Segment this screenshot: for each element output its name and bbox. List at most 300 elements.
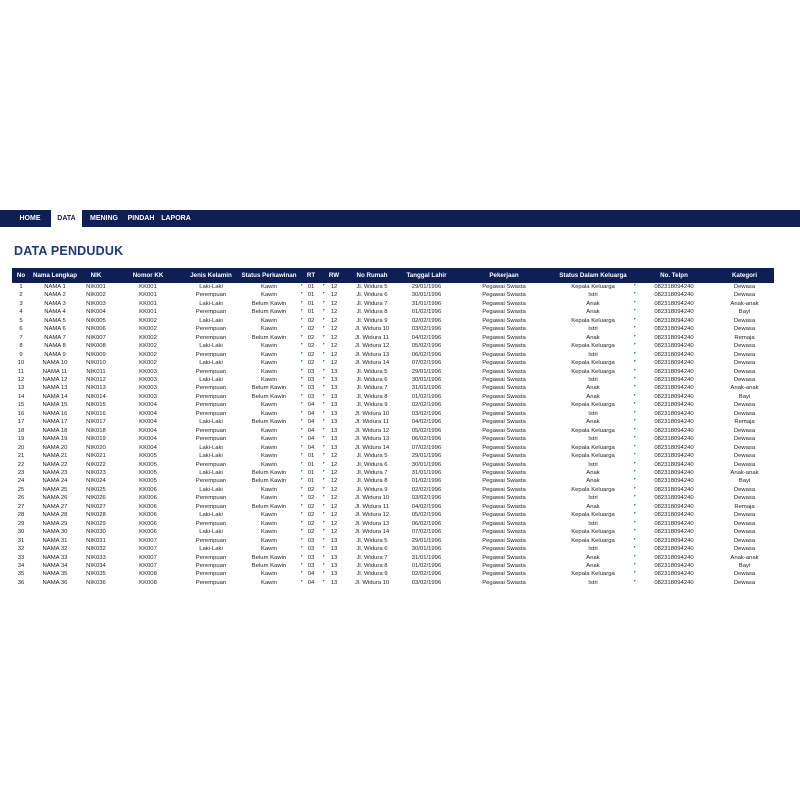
- cell-no-rumah: Jl. Widura 13: [354, 351, 390, 358]
- cell-no: 29: [17, 520, 25, 527]
- cell-tanggal-lahir: 30/01/1996: [411, 546, 442, 553]
- cell-status-perkawinan: Kawin: [260, 402, 278, 409]
- cell-kategori: Dewasa: [733, 486, 756, 493]
- cell-rw: 13: [322, 579, 346, 587]
- cell-nama-lengkap: NAMA 21: [42, 453, 68, 460]
- cell-no-telpn: 082318094240: [633, 342, 715, 350]
- cell-nama-lengkap: NAMA 33: [42, 554, 68, 561]
- cell-rw: 13: [322, 418, 346, 426]
- cell-nomor-kk: KK002: [139, 343, 157, 350]
- table-row: [12, 418, 774, 426]
- top-navbar: [0, 210, 800, 227]
- cell-pekerjaan: Pegawai Swasta: [482, 579, 526, 586]
- cell-rt: 03: [300, 376, 322, 384]
- table-row: [12, 368, 774, 376]
- cell-pekerjaan: Pegawai Swasta: [482, 546, 526, 553]
- cell-rt: 02: [300, 334, 322, 342]
- cell-pekerjaan: Pegawai Swasta: [482, 512, 526, 519]
- cell-no: 20: [17, 444, 25, 451]
- table-row: [12, 461, 774, 469]
- cell-rt: 02: [300, 486, 322, 494]
- cell-no-rumah: Jl. Widura 5: [356, 284, 388, 290]
- cell-kategori: Dewasa: [733, 368, 756, 375]
- header-pekerjaan: Pekerjaan: [455, 268, 553, 283]
- cell-status-dalam-keluarga: Kepala Keluarga: [571, 486, 615, 493]
- header-row: [12, 268, 774, 283]
- table-row: [12, 401, 774, 409]
- cell-status-dalam-keluarga: Anak: [586, 393, 600, 400]
- cell-nama-lengkap: NAMA 5: [44, 317, 66, 324]
- cell-status-perkawinan: Belum Kawin: [251, 385, 287, 392]
- cell-nomor-kk: KK007: [139, 562, 157, 569]
- cell-status-perkawinan: Kawin: [260, 351, 278, 358]
- cell-status-perkawinan: Kawin: [260, 571, 278, 578]
- cell-nama-lengkap: NAMA 15: [42, 402, 68, 409]
- cell-rt: 01: [300, 308, 322, 316]
- cell-nomor-kk: KK007: [139, 554, 157, 561]
- cell-status-perkawinan: Kawin: [260, 546, 278, 553]
- table-row: [12, 469, 774, 477]
- cell-nomor-kk: KK004: [139, 419, 157, 426]
- cell-rw: 12: [322, 511, 346, 519]
- cell-nama-lengkap: NAMA 8: [44, 343, 66, 350]
- cell-jenis-kelamin: Laki-Laki: [199, 486, 223, 493]
- cell-nik: NIK003: [86, 300, 106, 307]
- cell-rw: 13: [322, 368, 346, 376]
- cell-jenis-kelamin: Laki-Laki: [199, 300, 223, 307]
- cell-jenis-kelamin: Perempuan: [195, 326, 227, 333]
- cell-tanggal-lahir: 02/02/1996: [411, 317, 442, 324]
- cell-rt: 04: [300, 418, 322, 426]
- cell-jenis-kelamin: Laki-Laki: [199, 529, 223, 536]
- cell-nomor-kk: KK003: [139, 368, 157, 375]
- cell-jenis-kelamin: Perempuan: [195, 334, 227, 341]
- cell-tanggal-lahir: 06/02/1996: [411, 351, 442, 358]
- cell-jenis-kelamin: Perempuan: [195, 579, 227, 586]
- cell-nik: NIK020: [86, 444, 106, 451]
- cell-rw: 12: [322, 351, 346, 359]
- cell-no-telpn: 082318094240: [633, 291, 715, 299]
- table-row: [12, 477, 774, 485]
- cell-rw: 12: [322, 452, 346, 460]
- cell-no-rumah: Jl. Widura 11: [355, 334, 389, 341]
- cell-jenis-kelamin: Perempuan: [195, 503, 227, 510]
- cell-status-dalam-keluarga: Anak: [586, 554, 600, 561]
- cell-no-telpn: 082318094240: [633, 435, 715, 443]
- header-nomor-kk: Nomor KK: [112, 268, 184, 283]
- cell-rw: 12: [322, 359, 346, 367]
- cell-nomor-kk: KK006: [139, 495, 157, 502]
- cell-rt: 02: [300, 503, 322, 511]
- cell-status-dalam-keluarga: Istri: [588, 546, 598, 553]
- table-row: [12, 562, 774, 570]
- cell-jenis-kelamin: Perempuan: [195, 427, 227, 434]
- header-tanggal-lahir: Tanggal Lahir: [398, 268, 455, 283]
- cell-no-telpn: 082318094240: [633, 537, 715, 545]
- table-row: [12, 528, 774, 536]
- cell-rw: 12: [322, 469, 346, 477]
- cell-nama-lengkap: NAMA 7: [44, 334, 66, 341]
- cell-status-dalam-keluarga: Kepala Keluarga: [571, 512, 615, 519]
- cell-tanggal-lahir: 07/02/1996: [411, 529, 442, 536]
- cell-no-telpn: 082318094240: [633, 325, 715, 333]
- cell-no-telpn: 082318094240: [633, 520, 715, 528]
- cell-status-dalam-keluarga: Istri: [588, 376, 598, 383]
- cell-nik: NIK018: [86, 427, 106, 434]
- cell-rt: 01: [300, 452, 322, 460]
- table-row: [12, 325, 774, 333]
- cell-nomor-kk: KK001: [139, 284, 157, 290]
- cell-no-rumah: Jl. Widura 12: [354, 512, 390, 519]
- header-jenis-kelamin: Jenis Kelamin: [184, 268, 238, 283]
- cell-status-dalam-keluarga: Kepala Keluarga: [571, 284, 615, 290]
- cell-nik: NIK010: [86, 360, 106, 367]
- cell-status-perkawinan: Kawin: [260, 537, 278, 544]
- cell-status-dalam-keluarga: Kepala Keluarga: [571, 444, 615, 451]
- cell-rt: 01: [300, 477, 322, 485]
- table-header: [12, 268, 774, 283]
- table-row: [12, 486, 774, 494]
- cell-pekerjaan: Pegawai Swasta: [482, 393, 526, 400]
- cell-jenis-kelamin: Laki-Laki: [199, 376, 223, 383]
- cell-nik: NIK025: [86, 486, 106, 493]
- cell-no-telpn: 082318094240: [633, 554, 715, 562]
- cell-pekerjaan: Pegawai Swasta: [482, 461, 526, 468]
- cell-no: 14: [17, 393, 25, 400]
- nav-item-mening[interactable]: MENING: [90, 215, 118, 222]
- cell-rt: 01: [300, 283, 322, 291]
- cell-nomor-kk: KK002: [139, 317, 157, 324]
- cell-jenis-kelamin: Perempuan: [195, 537, 227, 544]
- table-row: [12, 435, 774, 443]
- cell-status-dalam-keluarga: Anak: [586, 503, 600, 510]
- cell-nik: NIK021: [86, 453, 106, 460]
- cell-no: 22: [17, 461, 25, 468]
- cell-tanggal-lahir: 06/02/1996: [411, 436, 442, 443]
- cell-rw: 12: [322, 486, 346, 494]
- cell-status-perkawinan: Belum Kawin: [251, 469, 287, 476]
- cell-no: 26: [17, 495, 25, 502]
- cell-kategori: Bayi: [738, 478, 751, 485]
- cell-nik: NIK017: [86, 419, 106, 426]
- header-status-perkawinan: Status Perkawinan: [238, 268, 300, 283]
- cell-kategori: Dewasa: [733, 284, 756, 290]
- cell-no-telpn: 082318094240: [633, 452, 715, 460]
- cell-status-perkawinan: Belum Kawin: [251, 503, 287, 510]
- cell-status-dalam-keluarga: Istri: [588, 351, 598, 358]
- cell-nama-lengkap: NAMA 11: [42, 368, 68, 375]
- cell-tanggal-lahir: 03/02/1996: [411, 579, 442, 586]
- cell-status-dalam-keluarga: Kepala Keluarga: [571, 343, 615, 350]
- cell-nama-lengkap: NAMA 14: [42, 393, 68, 400]
- cell-nik: NIK007: [86, 334, 106, 341]
- cell-no: 19: [17, 436, 25, 443]
- cell-pekerjaan: Pegawai Swasta: [482, 427, 526, 434]
- cell-rw: 12: [322, 342, 346, 350]
- cell-status-dalam-keluarga: Anak: [586, 300, 600, 307]
- cell-no-telpn: 082318094240: [633, 444, 715, 452]
- cell-nama-lengkap: NAMA 24: [42, 478, 68, 485]
- cell-pekerjaan: Pegawai Swasta: [482, 317, 526, 324]
- cell-no: 34: [17, 562, 25, 569]
- cell-jenis-kelamin: Perempuan: [195, 402, 227, 409]
- cell-tanggal-lahir: 03/02/1996: [411, 495, 442, 502]
- cell-kategori: Dewasa: [733, 579, 756, 586]
- cell-kategori: Dewasa: [733, 495, 756, 502]
- cell-no: 32: [17, 546, 25, 553]
- cell-no-telpn: 082318094240: [633, 384, 715, 392]
- cell-status-perkawinan: Belum Kawin: [251, 300, 287, 307]
- cell-nomor-kk: KK006: [139, 486, 157, 493]
- cell-nama-lengkap: NAMA 9: [44, 351, 66, 358]
- cell-rw: 13: [322, 384, 346, 392]
- table-row: [12, 334, 774, 342]
- cell-no-rumah: Jl. Widura 6: [356, 376, 388, 383]
- cell-no: 11: [17, 368, 25, 375]
- table-row: [12, 384, 774, 392]
- cell-rw: 12: [322, 503, 346, 511]
- cell-nomor-kk: KK008: [139, 579, 157, 586]
- cell-no-rumah: Jl. Widura 10: [354, 410, 390, 417]
- cell-status-perkawinan: Kawin: [260, 436, 278, 443]
- cell-rw: 13: [322, 435, 346, 443]
- cell-rw: 12: [322, 477, 346, 485]
- cell-tanggal-lahir: 01/02/1996: [411, 393, 442, 400]
- cell-no-rumah: Jl. Widura 10: [354, 495, 390, 502]
- cell-kategori: Dewasa: [733, 529, 756, 536]
- cell-rw: 12: [322, 308, 346, 316]
- cell-rw: 13: [322, 393, 346, 401]
- cell-status-dalam-keluarga: Kepala Keluarga: [571, 368, 615, 375]
- cell-rt: 03: [300, 562, 322, 570]
- table-row: [12, 342, 774, 350]
- cell-nomor-kk: KK001: [139, 292, 157, 299]
- cell-status-dalam-keluarga: Anak: [586, 385, 600, 392]
- cell-tanggal-lahir: 29/01/1996: [411, 284, 442, 290]
- cell-no-rumah: Jl. Widura 6: [356, 292, 388, 299]
- cell-no: 30: [17, 529, 25, 536]
- cell-status-perkawinan: Belum Kawin: [251, 419, 287, 426]
- cell-kategori: Remaja: [734, 419, 755, 426]
- cell-rt: 04: [300, 579, 322, 587]
- cell-no-rumah: Jl. Widura 13: [354, 436, 390, 443]
- cell-pekerjaan: Pegawai Swasta: [482, 292, 526, 299]
- table-row: [12, 308, 774, 316]
- cell-rt: 01: [300, 461, 322, 469]
- cell-jenis-kelamin: Perempuan: [195, 571, 227, 578]
- cell-no: 8: [19, 343, 23, 350]
- cell-nomor-kk: KK004: [139, 410, 157, 417]
- cell-status-perkawinan: Belum Kawin: [251, 334, 287, 341]
- table-row: [12, 570, 774, 578]
- cell-status-perkawinan: Belum Kawin: [251, 478, 287, 485]
- table-row: [12, 427, 774, 435]
- header-rt: RT: [300, 268, 322, 283]
- table-row: [12, 376, 774, 384]
- cell-kategori: Dewasa: [733, 292, 756, 299]
- cell-status-perkawinan: Belum Kawin: [251, 562, 287, 569]
- cell-status-perkawinan: Kawin: [260, 343, 278, 350]
- cell-tanggal-lahir: 30/01/1996: [411, 461, 442, 468]
- cell-kategori: Dewasa: [733, 343, 756, 350]
- cell-rt: 01: [300, 291, 322, 299]
- cell-kategori: Dewasa: [733, 571, 756, 578]
- cell-nik: NIK011: [86, 368, 106, 375]
- cell-tanggal-lahir: 02/02/1996: [411, 402, 442, 409]
- cell-nomor-kk: KK006: [139, 529, 157, 536]
- cell-nama-lengkap: NAMA 16: [42, 410, 68, 417]
- cell-no-telpn: 082318094240: [633, 486, 715, 494]
- cell-nik: NIK015: [86, 402, 106, 409]
- cell-kategori: Anak-anak: [730, 554, 759, 561]
- cell-rt: 03: [300, 545, 322, 553]
- cell-status-perkawinan: Kawin: [260, 410, 278, 417]
- table-row: [12, 452, 774, 460]
- cell-nama-lengkap: NAMA 2: [44, 292, 66, 299]
- cell-rt: 02: [300, 528, 322, 536]
- cell-tanggal-lahir: 01/02/1996: [411, 309, 442, 316]
- cell-no-rumah: Jl. Widura 12: [354, 427, 390, 434]
- cell-status-perkawinan: Kawin: [260, 486, 278, 493]
- cell-nama-lengkap: NAMA 10: [42, 360, 68, 367]
- cell-nama-lengkap: NAMA 28: [42, 512, 68, 519]
- nav-item-pindah[interactable]: PINDAH: [127, 215, 155, 222]
- cell-nik: NIK016: [86, 410, 106, 417]
- cell-no: 9: [19, 351, 23, 358]
- cell-nama-lengkap: NAMA 4: [44, 309, 66, 316]
- cell-pekerjaan: Pegawai Swasta: [482, 360, 526, 367]
- cell-jenis-kelamin: Laki-Laki: [199, 360, 223, 367]
- cell-status-dalam-keluarga: Anak: [586, 309, 600, 316]
- cell-status-dalam-keluarga: Anak: [586, 334, 600, 341]
- cell-nomor-kk: KK002: [139, 326, 157, 333]
- cell-pekerjaan: Pegawai Swasta: [482, 402, 526, 409]
- cell-no-telpn: 082318094240: [633, 351, 715, 359]
- cell-kategori: Dewasa: [733, 546, 756, 553]
- cell-nama-lengkap: NAMA 26: [42, 495, 68, 502]
- cell-status-perkawinan: Kawin: [260, 495, 278, 502]
- cell-rt: 04: [300, 401, 322, 409]
- cell-no-telpn: 082318094240: [633, 359, 715, 367]
- nav-item-data[interactable]: DATA: [51, 210, 82, 227]
- cell-nomor-kk: KK004: [139, 444, 157, 451]
- cell-nik: NIK035: [86, 571, 106, 578]
- cell-no-telpn: 082318094240: [633, 570, 715, 578]
- cell-tanggal-lahir: 05/02/1996: [411, 512, 442, 519]
- table-row: [12, 511, 774, 519]
- cell-pekerjaan: Pegawai Swasta: [482, 520, 526, 527]
- cell-jenis-kelamin: Perempuan: [195, 436, 227, 443]
- cell-status-dalam-keluarga: Istri: [588, 461, 598, 468]
- cell-nik: NIK012: [86, 376, 106, 383]
- cell-status-dalam-keluarga: Istri: [588, 410, 598, 417]
- cell-no: 16: [17, 410, 25, 417]
- cell-no: 7: [19, 334, 23, 341]
- cell-jenis-kelamin: Laki-Laki: [199, 419, 223, 426]
- cell-nama-lengkap: NAMA 36: [42, 579, 68, 586]
- cell-pekerjaan: Pegawai Swasta: [482, 334, 526, 341]
- cell-nik: NIK006: [86, 326, 106, 333]
- cell-tanggal-lahir: 29/01/1996: [411, 537, 442, 544]
- cell-pekerjaan: Pegawai Swasta: [482, 326, 526, 333]
- cell-jenis-kelamin: Perempuan: [195, 393, 227, 400]
- cell-no-telpn: 082318094240: [633, 528, 715, 536]
- cell-nik: NIK027: [86, 503, 106, 510]
- cell-pekerjaan: Pegawai Swasta: [482, 495, 526, 502]
- cell-tanggal-lahir: 01/02/1996: [411, 562, 442, 569]
- cell-nama-lengkap: NAMA 20: [42, 444, 68, 451]
- cell-rt: 03: [300, 537, 322, 545]
- cell-rw: 13: [322, 562, 346, 570]
- cell-no: 35: [17, 571, 25, 578]
- cell-nik: NIK022: [86, 461, 106, 468]
- cell-no: 6: [19, 326, 23, 333]
- cell-kategori: Remaja: [734, 503, 755, 510]
- cell-tanggal-lahir: 02/02/1996: [411, 571, 442, 578]
- cell-rw: 13: [322, 554, 346, 562]
- cell-nama-lengkap: NAMA 35: [42, 571, 68, 578]
- cell-tanggal-lahir: 05/02/1996: [411, 343, 442, 350]
- cell-no-rumah: Jl. Widura 8: [356, 478, 388, 485]
- cell-nama-lengkap: NAMA 25: [42, 486, 68, 493]
- cell-rt: 03: [300, 554, 322, 562]
- cell-no-rumah: Jl. Widura 8: [356, 393, 388, 400]
- cell-nik: NIK028: [86, 512, 106, 519]
- cell-jenis-kelamin: Perempuan: [195, 495, 227, 502]
- cell-no-telpn: 082318094240: [633, 562, 715, 570]
- cell-pekerjaan: Pegawai Swasta: [482, 469, 526, 476]
- nav-item-lapora[interactable]: LAPORA: [161, 215, 191, 222]
- cell-pekerjaan: Pegawai Swasta: [482, 284, 526, 290]
- nav-item-home[interactable]: HOME: [19, 215, 41, 222]
- cell-jenis-kelamin: Perempuan: [195, 554, 227, 561]
- header-nama-lengkap: Nama Lengkap: [30, 268, 80, 283]
- cell-pekerjaan: Pegawai Swasta: [482, 478, 526, 485]
- cell-no: 2: [19, 292, 23, 299]
- cell-nik: NIK033: [86, 554, 106, 561]
- cell-rt: 01: [300, 300, 322, 308]
- cell-rw: 13: [322, 444, 346, 452]
- cell-nik: NIK024: [86, 478, 106, 485]
- cell-no-rumah: Jl. Widura 11: [355, 419, 389, 426]
- cell-rt: 02: [300, 520, 322, 528]
- cell-no: 17: [17, 419, 25, 426]
- cell-jenis-kelamin: Perempuan: [195, 461, 227, 468]
- cell-rw: 13: [322, 545, 346, 553]
- cell-tanggal-lahir: 07/02/1996: [411, 360, 442, 367]
- cell-kategori: Anak-anak: [730, 469, 759, 476]
- cell-no-rumah: Jl. Widura 9: [356, 402, 388, 409]
- cell-nik: NIK001: [86, 284, 106, 290]
- header-nik: NIK: [80, 268, 112, 283]
- cell-rt: 02: [300, 342, 322, 350]
- cell-status-dalam-keluarga: Anak: [586, 469, 600, 476]
- cell-jenis-kelamin: Laki-Laki: [199, 317, 223, 324]
- cell-status-perkawinan: Kawin: [260, 512, 278, 519]
- cell-nik: NIK023: [86, 469, 106, 476]
- table-row: [12, 410, 774, 418]
- cell-tanggal-lahir: 04/02/1996: [411, 419, 442, 426]
- cell-nomor-kk: KK005: [139, 453, 157, 460]
- cell-tanggal-lahir: 31/01/1996: [411, 469, 442, 476]
- cell-kategori: Dewasa: [733, 317, 756, 324]
- page-title: DATA PENDUDUK: [14, 244, 124, 258]
- cell-no-telpn: 082318094240: [633, 300, 715, 308]
- cell-nik: NIK029: [86, 520, 106, 527]
- cell-tanggal-lahir: 04/02/1996: [411, 334, 442, 341]
- cell-kategori: Bayi: [738, 309, 751, 316]
- cell-no: 27: [17, 503, 25, 510]
